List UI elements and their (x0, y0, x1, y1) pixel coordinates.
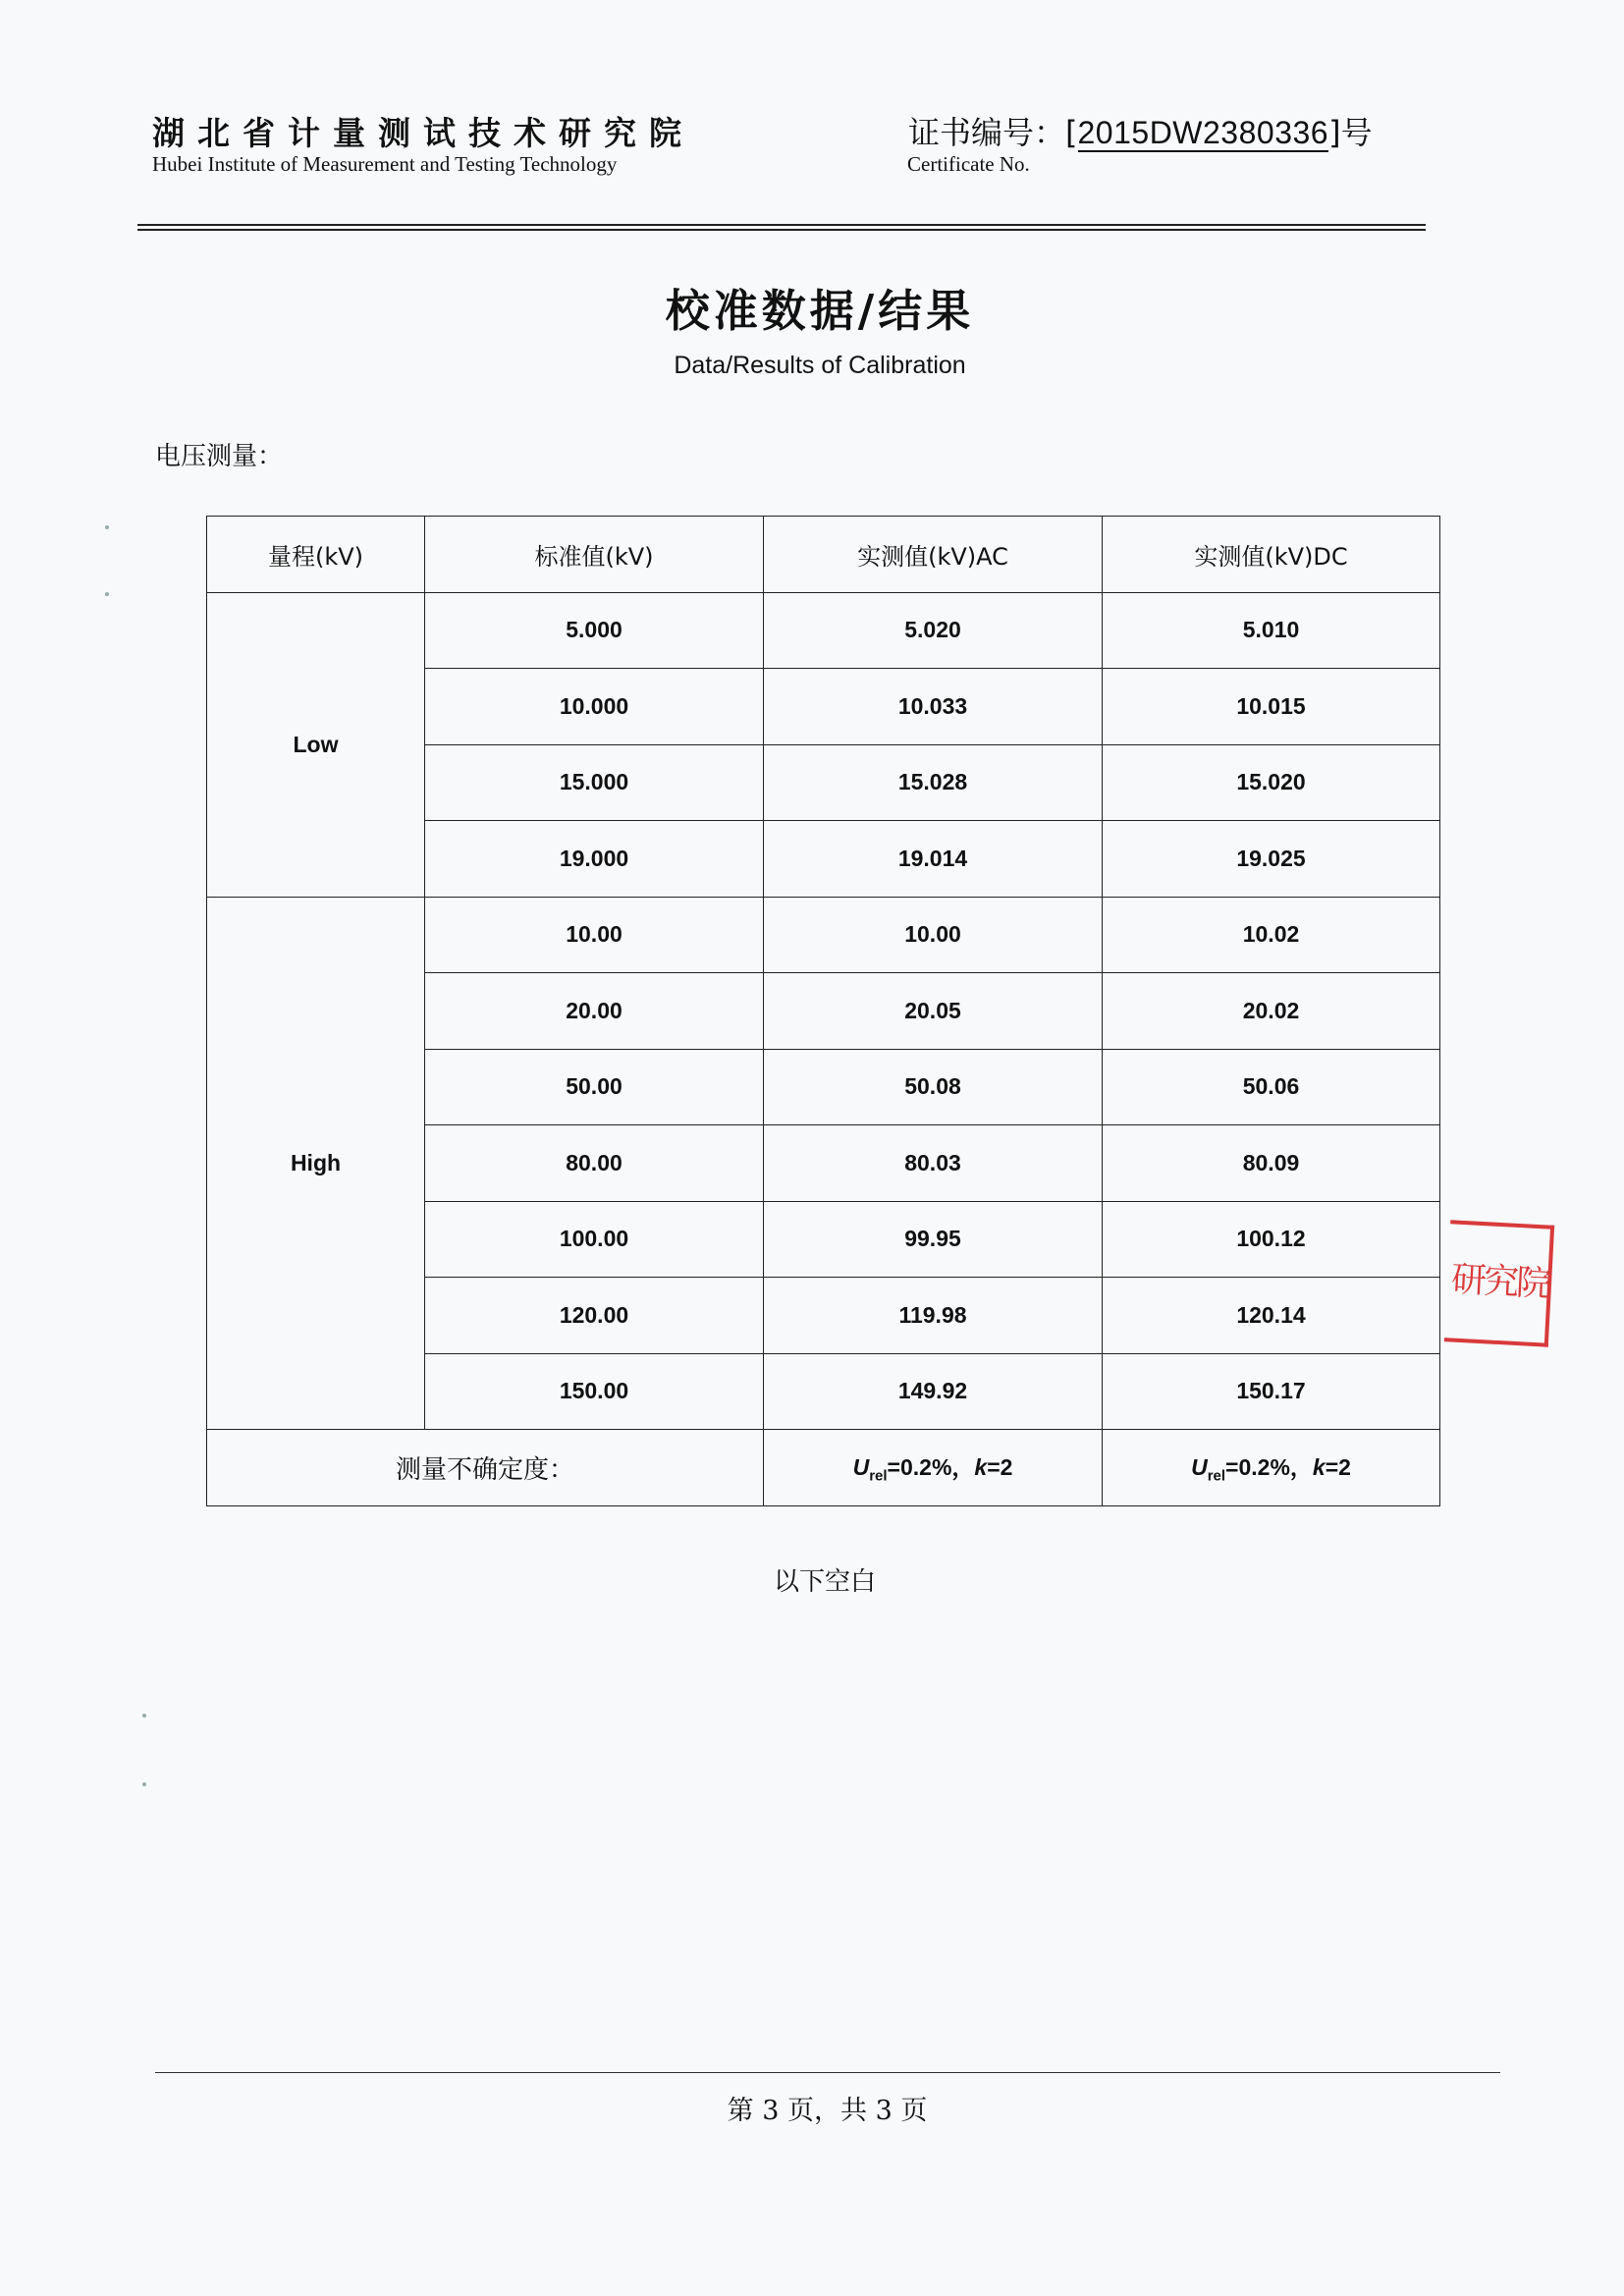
standard-value-cell: 10.00 (425, 897, 764, 973)
certificate-bracket-close: ] (1328, 114, 1341, 151)
standard-value-cell: 120.00 (425, 1278, 764, 1354)
standard-value-cell: 20.00 (425, 973, 764, 1050)
uncertainty-ac (764, 1430, 1103, 1506)
organization-name-en: Hubei Institute of Measurement and Testing Technology (152, 152, 618, 176)
section-label: 电压测量： (155, 442, 284, 471)
table-body (207, 592, 1440, 1430)
header-divider (137, 229, 1426, 231)
scan-speck (105, 525, 109, 529)
measured-dc-cell: 120.14 (1103, 1278, 1440, 1354)
table-row (207, 592, 1440, 669)
measured-ac-cell: 15.028 (764, 744, 1103, 821)
scan-speck (105, 592, 109, 596)
measured-dc-cell: 10.015 (1103, 669, 1440, 745)
certificate-number-line (908, 108, 1373, 153)
coverage-factor-symbol: k (974, 1454, 988, 1481)
uncertainty-symbol: U (852, 1454, 870, 1481)
measured-dc-cell: 150.17 (1103, 1353, 1440, 1430)
certificate-label-en: Certificate No. (907, 152, 1030, 176)
measured-dc-cell: 100.12 (1103, 1201, 1440, 1278)
measured-dc-cell: 80.09 (1103, 1125, 1440, 1202)
column-header-measured-dc: 实测值(kV)DC (1103, 517, 1440, 593)
page-title-en: Data/Results of Calibration (674, 352, 966, 379)
uncertainty-value: =0.2%， (887, 1454, 975, 1481)
measured-ac-cell: 50.08 (764, 1049, 1103, 1125)
measured-ac-cell: 5.020 (764, 592, 1103, 669)
column-header-range: 量程(kV) (207, 517, 425, 593)
uncertainty-symbol: U (1191, 1454, 1208, 1481)
scan-speck (142, 1782, 146, 1786)
page-footer: 第 3 页，共 3 页 (727, 2096, 928, 2126)
table-header-row (207, 517, 1440, 593)
uncertainty-label: 测量不确定度： (207, 1430, 764, 1506)
column-header-measured-ac: 实测值(kV)AC (764, 517, 1103, 593)
measured-dc-cell: 50.06 (1103, 1049, 1440, 1125)
certificate-number: 2015DW2380336 (1077, 115, 1329, 150)
blank-below-note: 以下空白 (773, 1567, 876, 1597)
uncertainty-subscript: rel (1207, 1468, 1226, 1486)
uncertainty-dc (1103, 1430, 1440, 1506)
standard-value-cell: 100.00 (425, 1201, 764, 1278)
standard-value-cell: 50.00 (425, 1049, 764, 1125)
coverage-factor-value: =2 (987, 1454, 1013, 1481)
measured-ac-cell: 10.033 (764, 669, 1103, 745)
standard-value-cell: 10.000 (425, 669, 764, 745)
uncertainty-subscript: rel (869, 1468, 888, 1486)
measured-dc-cell: 10.02 (1103, 897, 1440, 973)
coverage-factor-symbol: k (1312, 1454, 1326, 1481)
measured-ac-cell: 10.00 (764, 897, 1103, 973)
certificate-label: 证书编号： (908, 114, 1066, 151)
uncertainty-value: =0.2%， (1225, 1454, 1313, 1481)
measured-ac-cell: 19.014 (764, 821, 1103, 898)
organization-name-cn: 湖北省计量测试技术研究院 (152, 114, 694, 152)
standard-value-cell: 5.000 (425, 592, 764, 669)
uncertainty-row (207, 1430, 1440, 1506)
stamp-text: 研究院 (1450, 1259, 1550, 1305)
measured-ac-cell: 119.98 (764, 1278, 1103, 1354)
scan-speck (142, 1714, 146, 1718)
header-divider (137, 224, 1426, 226)
red-seal-stamp (1444, 1220, 1554, 1346)
measured-ac-cell: 20.05 (764, 973, 1103, 1050)
page-title-cn: 校准数据/结果 (665, 285, 975, 337)
standard-value-cell: 15.000 (425, 744, 764, 821)
certificate-suffix: 号 (1340, 114, 1373, 151)
calibration-table (206, 516, 1440, 1506)
measured-dc-cell: 19.025 (1103, 821, 1440, 898)
footer-divider (155, 2072, 1500, 2073)
measured-ac-cell: 80.03 (764, 1125, 1103, 1202)
standard-value-cell: 19.000 (425, 821, 764, 898)
range-cell: Low (207, 592, 425, 897)
certificate-bracket-open: [ (1065, 114, 1078, 151)
measured-dc-cell: 20.02 (1103, 973, 1440, 1050)
standard-value-cell: 150.00 (425, 1353, 764, 1430)
measured-dc-cell: 15.020 (1103, 744, 1440, 821)
coverage-factor-value: =2 (1325, 1454, 1351, 1481)
table-row (207, 897, 1440, 973)
range-cell: High (207, 897, 425, 1430)
measured-ac-cell: 99.95 (764, 1201, 1103, 1278)
measured-dc-cell: 5.010 (1103, 592, 1440, 669)
measured-ac-cell: 149.92 (764, 1353, 1103, 1430)
column-header-standard: 标准值(kV) (425, 517, 764, 593)
standard-value-cell: 80.00 (425, 1125, 764, 1202)
